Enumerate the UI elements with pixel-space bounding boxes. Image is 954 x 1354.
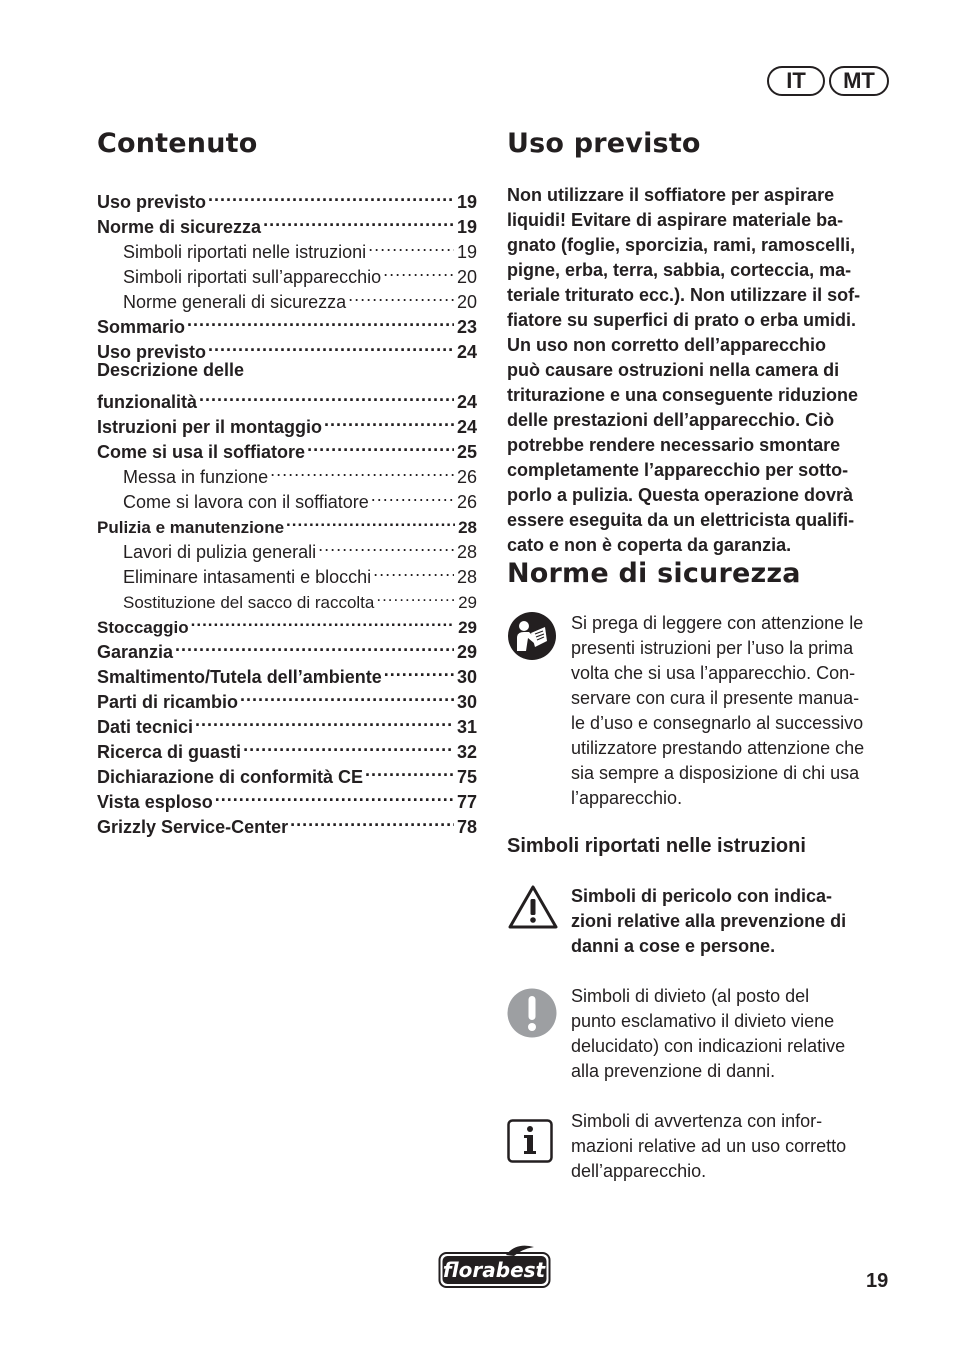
toc-leader-dots bbox=[376, 583, 455, 608]
info-symbol-block bbox=[507, 1109, 892, 1184]
toc-leader-dots bbox=[263, 208, 454, 233]
toc-leader-dots bbox=[270, 458, 454, 483]
toc-label: Grizzly Service-Center bbox=[97, 817, 289, 837]
text-line: pigne, erba, terra, sabbia, corteccia, ma- bbox=[507, 260, 852, 280]
toc-page-number: 20 bbox=[456, 292, 477, 312]
toc-label: Simboli riportati sull’apparecchio bbox=[123, 267, 382, 287]
toc-page-number: 28 bbox=[456, 542, 477, 562]
read-manual-icon bbox=[507, 611, 571, 811]
text-line: completamente l’apparecchio per sotto- bbox=[507, 460, 849, 480]
main-column bbox=[507, 128, 892, 1184]
toc-page-number: 24 bbox=[456, 342, 477, 362]
florabest-logo bbox=[438, 1244, 552, 1295]
toc-page-number: 26 bbox=[456, 492, 477, 512]
toc-label: Simboli riportati nelle istruzioni bbox=[123, 242, 367, 262]
uso-previsto-text bbox=[507, 183, 892, 558]
toc-page-number: 28 bbox=[456, 567, 477, 587]
text-line: delle prestazioni dell’apparecchio. Ciò bbox=[507, 410, 835, 430]
toc-label: Messa in funzione bbox=[123, 467, 269, 487]
toc-label: Smaltimento/Tutela dell’ambiente bbox=[97, 667, 382, 687]
text-line: Simboli di avvertenza con infor- bbox=[571, 1111, 823, 1131]
toc-label: Stoccaggio bbox=[97, 618, 189, 637]
toc-leader-dots bbox=[208, 183, 454, 208]
toc-page-number: 28 bbox=[458, 518, 477, 537]
toc-label: Sostituzione del sacco di raccolta bbox=[123, 593, 375, 612]
toc-page-number: 77 bbox=[456, 792, 477, 812]
danger-symbol-block bbox=[507, 884, 892, 959]
toc-label: Dichiarazione di conformità CE bbox=[97, 767, 364, 787]
toc-page-number: 25 bbox=[456, 442, 477, 462]
text-line: danni a cose e persone. bbox=[571, 936, 776, 956]
language-badges bbox=[767, 66, 889, 96]
text-line: gnato (foglie, sporcizia, rami, ramoscelli, bbox=[507, 235, 856, 255]
toc-leader-dots bbox=[383, 258, 454, 283]
text-line: utilizzatore prestando attenzione che bbox=[571, 738, 865, 758]
danger-symbol-text bbox=[571, 884, 892, 959]
toc-leader-dots bbox=[215, 783, 454, 808]
toc-label: Norme di sicurezza bbox=[97, 217, 262, 237]
text-line: potrebbe rendere necessario smontare bbox=[507, 435, 841, 455]
warning-triangle-icon bbox=[507, 884, 571, 959]
toc-label: Vista esploso bbox=[97, 792, 213, 812]
toc-leader-dots bbox=[195, 708, 454, 733]
info-symbol-text bbox=[571, 1109, 892, 1184]
text-line: le d’uso e consegnarlo al successivo bbox=[571, 713, 864, 733]
read-manual-block bbox=[507, 611, 892, 811]
toc-leader-dots bbox=[371, 483, 454, 508]
text-line: sia sempre a disposizione di chi usa bbox=[571, 763, 860, 783]
toc-page-number: 24 bbox=[456, 392, 477, 412]
toc-entry bbox=[97, 358, 477, 383]
text-line: servare con cura il presente manua- bbox=[571, 688, 860, 708]
toc-label: Parti di ricambio bbox=[97, 692, 239, 712]
toc-leader-dots bbox=[348, 283, 454, 308]
text-line: Un uso non corretto dell’apparecchio bbox=[507, 335, 827, 355]
toc-label: Pulizia e manutenzione bbox=[97, 518, 285, 537]
exclamation-circle-icon bbox=[507, 984, 571, 1084]
toc-leader-dots bbox=[324, 408, 454, 433]
toc-label: Uso previsto bbox=[97, 342, 207, 362]
toc-label: Descrizione delle bbox=[97, 360, 245, 380]
prohibition-symbol-block bbox=[507, 984, 892, 1084]
toc-leader-dots bbox=[373, 558, 454, 583]
toc-page-number: 19 bbox=[456, 242, 477, 262]
text-line: teriale triturato ecc.). Non utilizzare il sof- bbox=[507, 285, 861, 305]
toc-leader-dots bbox=[175, 633, 454, 658]
text-line: triturazione e una conseguente riduzione bbox=[507, 385, 859, 405]
toc-page-number: 31 bbox=[456, 717, 477, 737]
toc-label: Sommario bbox=[97, 317, 186, 337]
text-line: liquidi! Evitare di aspirare materiale ba- bbox=[507, 210, 844, 230]
toc-page-number: 23 bbox=[456, 317, 477, 337]
text-line: fiatore su superfici di prato o erba umidi. bbox=[507, 310, 857, 330]
contents-title: Contenuto bbox=[97, 128, 258, 159]
text-line: può causare ostruzioni nella camera di bbox=[507, 360, 840, 380]
toc-page-number: 20 bbox=[456, 267, 477, 287]
text-line: alla prevenzione di danni. bbox=[571, 1061, 776, 1081]
text-line: volta che si usa l’apparecchio. Con- bbox=[571, 663, 856, 683]
norme-title: Norme di sicurezza bbox=[507, 558, 801, 589]
toc-page-number: 29 bbox=[456, 642, 477, 662]
toc-label: Garanzia bbox=[97, 642, 174, 662]
contents-column bbox=[97, 128, 477, 837]
toc-page-number: 24 bbox=[456, 417, 477, 437]
toc-page-number: 75 bbox=[456, 767, 477, 787]
text-line: Si prega di leggere con attenzione le bbox=[571, 613, 864, 633]
toc-leader-dots bbox=[365, 758, 454, 783]
logo-text: florabest bbox=[442, 1258, 546, 1282]
toc-label: Lavori di pulizia generali bbox=[123, 542, 317, 562]
text-line: delucidato) con indicazioni relative bbox=[571, 1036, 846, 1056]
page-number: 19 bbox=[866, 1270, 889, 1292]
text-line: Simboli di pericolo con indica- bbox=[571, 886, 833, 906]
toc-page-number: 19 bbox=[456, 192, 477, 212]
text-line: cato e non è coperta da garanzia. bbox=[507, 535, 792, 555]
toc-entry bbox=[97, 383, 477, 412]
toc-label: Come si lavora con il soffiatore bbox=[123, 492, 369, 512]
text-line: zioni relative alla prevenzione di bbox=[571, 911, 847, 931]
toc-label: Istruzioni per il montaggio bbox=[97, 417, 322, 437]
toc-leader-dots bbox=[384, 658, 454, 683]
toc-page-number: 30 bbox=[456, 692, 477, 712]
toc-label: Norme generali di sicurezza bbox=[123, 292, 347, 312]
toc-page-number: 30 bbox=[456, 667, 477, 687]
toc-page-number: 32 bbox=[456, 742, 477, 762]
toc-leader-dots bbox=[307, 433, 454, 458]
toc-label: Dati tecnici bbox=[97, 717, 194, 737]
text-line: mazioni relative ad un uso corretto bbox=[571, 1136, 847, 1156]
read-manual-text bbox=[571, 611, 892, 811]
text-line: dell’apparecchio. bbox=[571, 1161, 707, 1181]
symbols-subtitle: Simboli riportati nelle istruzioni bbox=[507, 835, 806, 857]
toc-label: Uso previsto bbox=[97, 192, 207, 212]
info-icon bbox=[507, 1109, 571, 1184]
toc-leader-dots bbox=[187, 308, 454, 333]
toc-label: Ricerca di guasti bbox=[97, 742, 242, 762]
toc-page-number: 19 bbox=[456, 217, 477, 237]
prohibition-symbol-text bbox=[571, 984, 892, 1084]
toc-page-number: 29 bbox=[458, 618, 477, 637]
toc-leader-dots bbox=[191, 608, 455, 633]
toc-page-number: 26 bbox=[456, 467, 477, 487]
toc-leader-dots bbox=[318, 533, 454, 558]
toc-leader-dots bbox=[286, 508, 455, 533]
toc-leader-dots bbox=[240, 683, 454, 708]
toc-leader-dots bbox=[208, 333, 454, 358]
text-line: Simboli di divieto (al posto del bbox=[571, 986, 810, 1006]
text-line: punto esclamativo il divieto viene bbox=[571, 1011, 835, 1031]
toc-label: Eliminare intasamenti e blocchi bbox=[123, 567, 372, 587]
toc-leader-dots bbox=[368, 233, 454, 258]
text-line: presenti istruzioni per l’uso la prima bbox=[571, 638, 854, 658]
toc-leader-dots bbox=[290, 808, 454, 833]
toc-leader-dots bbox=[243, 733, 454, 758]
toc-label: funzionalità bbox=[97, 392, 197, 412]
language-badge-it: IT bbox=[767, 66, 825, 96]
uso-previsto-title: Uso previsto bbox=[507, 128, 701, 159]
toc-leader-dots bbox=[199, 383, 454, 408]
text-line: essere eseguita da un elettricista qualifi- bbox=[507, 510, 855, 530]
language-badge-mt: MT bbox=[829, 66, 889, 96]
table-of-contents bbox=[97, 183, 477, 837]
text-line: porlo a pulizia. Questa operazione dovrà bbox=[507, 485, 854, 505]
text-line: Non utilizzare il soffiatore per aspirare bbox=[507, 185, 835, 205]
toc-entry bbox=[97, 183, 477, 212]
text-line: l’apparecchio. bbox=[571, 788, 683, 808]
toc-label: Come si usa il soffiatore bbox=[97, 442, 306, 462]
toc-page-number: 29 bbox=[458, 593, 477, 612]
toc-page-number: 78 bbox=[456, 817, 477, 837]
